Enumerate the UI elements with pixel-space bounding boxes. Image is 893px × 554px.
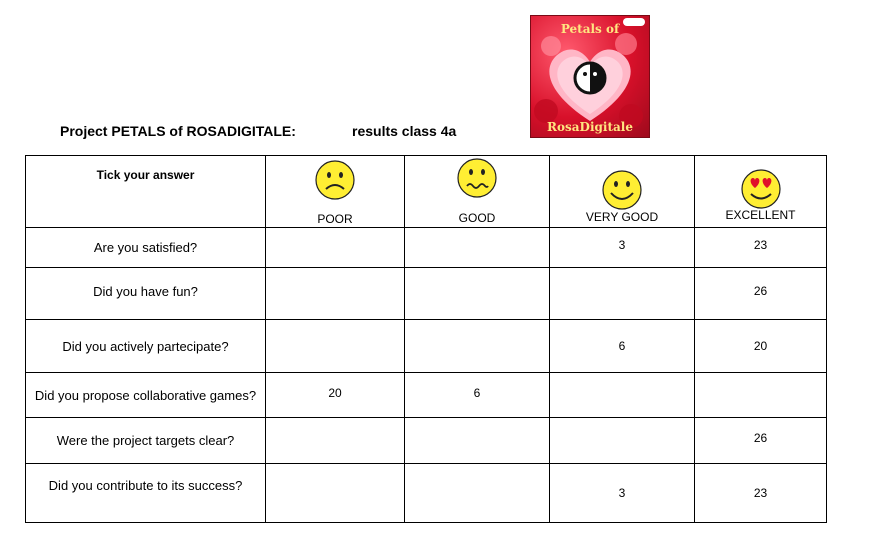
rating-header-very-good bbox=[550, 156, 695, 228]
value-cell bbox=[266, 464, 405, 523]
petals-logo bbox=[530, 15, 650, 138]
value-cell: 20 bbox=[695, 320, 827, 373]
table-row bbox=[26, 268, 827, 320]
rating-header-good bbox=[405, 156, 550, 228]
value-cell bbox=[405, 320, 550, 373]
wavy-mouth-face-icon bbox=[456, 157, 498, 199]
page-title: Project PETALS of ROSADIGITALE: bbox=[60, 123, 296, 139]
rating-label-very-good: VERY GOOD bbox=[585, 210, 659, 224]
value-cell bbox=[266, 418, 405, 464]
value-cell: 3 bbox=[550, 228, 695, 268]
table-row bbox=[26, 320, 827, 373]
value-cell: 6 bbox=[550, 320, 695, 373]
value-cell bbox=[695, 373, 827, 418]
heart-eyes-face-icon bbox=[740, 168, 782, 210]
smiley-face-icon bbox=[601, 169, 643, 211]
value-cell: 26 bbox=[695, 268, 827, 320]
value-cell bbox=[405, 268, 550, 320]
value-cell: 6 bbox=[405, 373, 550, 418]
value-cell bbox=[550, 373, 695, 418]
value-cell: 3 bbox=[550, 464, 695, 523]
value-cell bbox=[405, 228, 550, 268]
rating-header-excellent bbox=[695, 156, 827, 228]
question-cell: Did you actively partecipate? bbox=[26, 320, 266, 373]
results-table bbox=[25, 155, 827, 523]
table-row bbox=[26, 228, 827, 268]
question-cell: Are you satisfied? bbox=[26, 228, 266, 268]
value-cell: 23 bbox=[695, 228, 827, 268]
rating-header-poor bbox=[266, 156, 405, 228]
table-row bbox=[26, 418, 827, 464]
value-cell: 26 bbox=[695, 418, 827, 464]
rating-label-excellent: EXCELLENT bbox=[725, 208, 796, 222]
value-cell bbox=[266, 268, 405, 320]
header-label: Tick your answer bbox=[26, 156, 266, 228]
table-row bbox=[26, 464, 827, 523]
logo-text-top: Petals of bbox=[560, 22, 620, 36]
table-row bbox=[26, 373, 827, 418]
question-cell: Did you propose collaborative games? bbox=[26, 373, 266, 418]
value-cell: 23 bbox=[695, 464, 827, 523]
value-cell bbox=[550, 268, 695, 320]
question-cell: Were the project targets clear? bbox=[26, 418, 266, 464]
value-cell bbox=[266, 228, 405, 268]
sad-face-icon bbox=[314, 159, 356, 201]
value-cell bbox=[405, 418, 550, 464]
logo-text-bottom: RosaDigitale bbox=[547, 120, 633, 134]
value-cell: 20 bbox=[266, 373, 405, 418]
rating-label-poor: POOR bbox=[317, 212, 353, 226]
rating-label-good: GOOD bbox=[458, 211, 496, 225]
table-header-row bbox=[26, 156, 827, 228]
value-cell bbox=[550, 418, 695, 464]
question-cell: Did you have fun? bbox=[26, 268, 266, 320]
value-cell bbox=[266, 320, 405, 373]
page-subtitle: results class 4a bbox=[352, 123, 457, 139]
value-cell bbox=[405, 464, 550, 523]
question-cell: Did you contribute to its success? bbox=[26, 464, 266, 523]
